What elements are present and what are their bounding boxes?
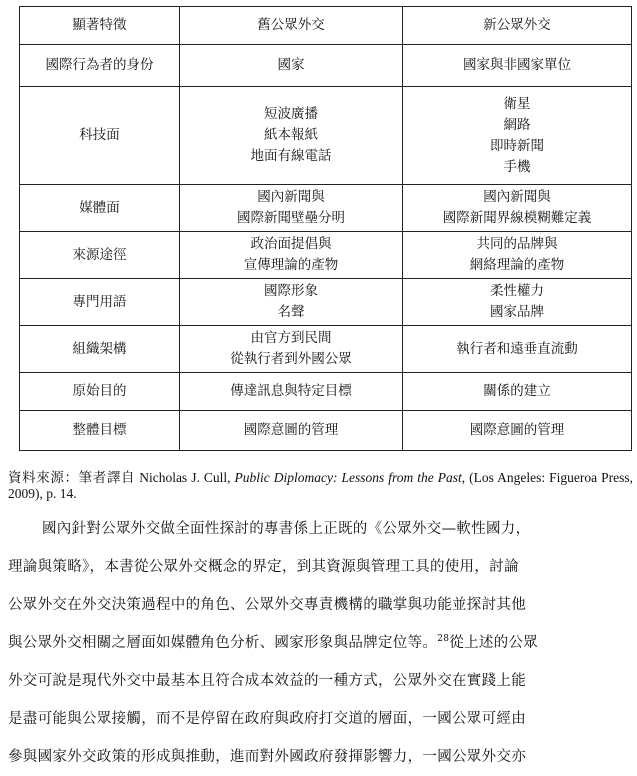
paragraph-line: 國內針對公眾外交做全面性探討的專書係上正既的《公眾外交—軟性國力， (42, 521, 531, 537)
cell-line: 國際新聞界線模糊難定義 (442, 210, 592, 226)
table-row (20, 326, 632, 373)
row-old-cell (180, 232, 403, 279)
cell-line: 從執行者到外國公眾 (230, 351, 352, 367)
row-new-cell (403, 411, 632, 451)
cell-line: 關係的建立 (483, 383, 551, 399)
body-paragraph (8, 510, 633, 776)
cell-line: 柔性權力 (490, 283, 544, 299)
row-old-cell (180, 45, 403, 87)
table-row (20, 373, 632, 411)
cell-line: 名聲 (277, 304, 305, 320)
table-row (20, 232, 632, 279)
cell-line: 共同的品牌與 (476, 236, 558, 252)
header-feature: 顯著特徵 (20, 7, 180, 45)
cell-line: 即時新聞 (490, 137, 544, 154)
cell-line: 國家 (277, 57, 305, 73)
paragraph-line: 外交可說是現代外交中最基本且符合成本效益的一種方式，公眾外交在實踐上能 (8, 673, 526, 689)
cell-line: 國際意圖的管理 (469, 422, 565, 438)
cell-line: 衛星 (503, 95, 531, 112)
row-new-cell (403, 326, 632, 373)
row-feature-cell: 原始目的 (20, 373, 180, 411)
row-new-cell (403, 87, 632, 185)
table-row (20, 279, 632, 326)
row-new-cell (403, 45, 632, 87)
row-old-cell (180, 326, 403, 373)
cell-line: 國內新聞與 (483, 189, 551, 205)
row-new-cell (403, 279, 632, 326)
cell-line: 傳達訊息與特定目標 (230, 383, 352, 399)
source-prefix: 資料來源：筆者譯自 Nicholas J. Cull, (8, 470, 235, 485)
row-old-cell (180, 87, 403, 185)
table-row (20, 411, 632, 451)
row-feature-cell: 科技面 (20, 87, 180, 185)
paragraph-line (8, 624, 633, 662)
source-book-title: Public Diplomacy: Lessons from the Past (234, 470, 462, 485)
cell-line: 國際形象 (264, 283, 318, 299)
row-feature-cell: 組織架構 (20, 326, 180, 373)
table-row (20, 87, 632, 185)
row-feature-cell: 整體目標 (20, 411, 180, 451)
comparison-table (19, 6, 632, 451)
cell-line: 政治面提倡與 (250, 236, 332, 252)
table-header-row (20, 7, 632, 45)
cell-line: 宣傳理論的產物 (243, 257, 339, 273)
footnote-marker[interactable]: 28 (437, 634, 450, 644)
paragraph-line: 理論與策略》，本書從公眾外交概念的界定，到其資源與管理工具的使用，討論 (8, 559, 519, 575)
row-feature-cell: 專門用語 (20, 279, 180, 326)
row-new-cell (403, 185, 632, 232)
source-suffix: , (Los Angeles: Figueroa Press, 2009), p. 14. (8, 470, 633, 501)
cell-line: 網絡理論的產物 (469, 257, 565, 273)
row-feature-cell: 媒體面 (20, 185, 180, 232)
row-old-cell (180, 411, 403, 451)
cell-line: 國際意圖的管理 (243, 422, 339, 438)
cell-line: 執行者和遠垂直流動 (456, 340, 578, 357)
cell-line: 國家品牌 (490, 304, 544, 320)
header-new-diplomacy: 新公眾外交 (403, 7, 632, 45)
paragraph-line-text: 與公眾外交相關之層面如媒體角色分析、國家形象與品牌定位等。 (8, 635, 438, 651)
cell-line: 由官方到民間 (250, 330, 332, 346)
cell-line: 紙本報紙 (264, 127, 318, 143)
row-old-cell (180, 279, 403, 326)
paragraph-line: 參與國家外交政策的形成與推動，進而對外國政府發揮影響力，一國公眾外交亦 (8, 749, 526, 765)
header-old-diplomacy: 舊公眾外交 (180, 7, 403, 45)
paragraph-line-tail: 從上述的公眾 (449, 635, 539, 651)
cell-line: 網路 (503, 116, 531, 133)
row-feature-cell: 來源途徑 (20, 232, 180, 279)
cell-line: 國家與非國家單位 (463, 57, 571, 73)
row-new-cell (403, 232, 632, 279)
row-old-cell (180, 373, 403, 411)
cell-line: 國際新聞壁壘分明 (237, 210, 345, 226)
cell-line: 國內新聞與 (257, 189, 325, 205)
source-note (8, 470, 633, 501)
cell-line: 手機 (503, 158, 531, 175)
paragraph-line: 是盡可能與公眾接觸，而不是停留在政府與政府打交道的層面，一國公眾可經由 (8, 711, 526, 727)
table-row (20, 45, 632, 87)
cell-line: 短波廣播 (264, 106, 318, 122)
cell-line: 地面有線電話 (250, 148, 332, 164)
row-old-cell (180, 185, 403, 232)
paragraph-line: 公眾外交在外交決策過程中的角色、公眾外交專責機構的職掌與功能並探討其他 (8, 597, 526, 613)
row-feature-cell: 國際行為者的身份 (20, 45, 180, 87)
table-row (20, 185, 632, 232)
row-new-cell (403, 373, 632, 411)
